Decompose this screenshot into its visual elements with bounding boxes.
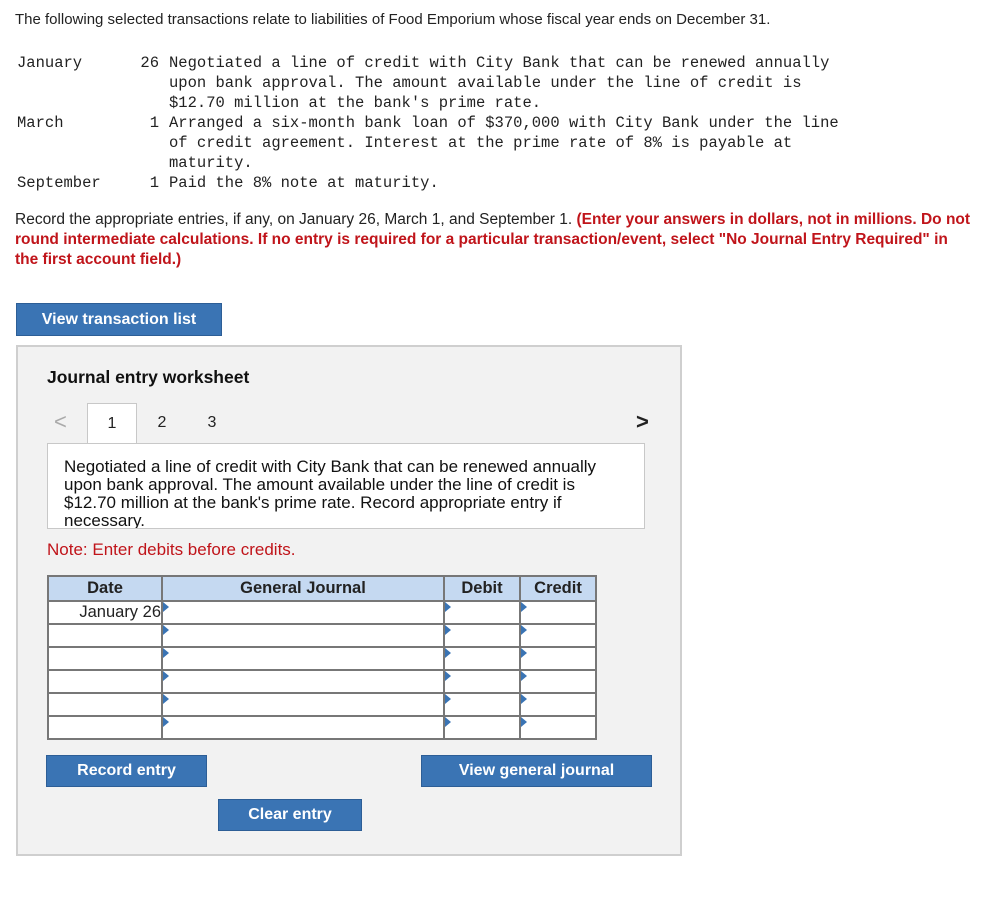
record-entry-button[interactable]: Record entry bbox=[46, 755, 207, 787]
dropdown-marker-icon bbox=[163, 648, 169, 658]
transaction-line: maturity. bbox=[169, 154, 253, 172]
account-field[interactable] bbox=[162, 670, 444, 693]
credit-field[interactable] bbox=[520, 624, 596, 647]
input-marker-icon bbox=[521, 625, 527, 635]
input-marker-icon bbox=[521, 648, 527, 658]
transaction-description bbox=[169, 173, 959, 193]
worksheet-title: Journal entry worksheet bbox=[47, 367, 250, 387]
input-marker-icon bbox=[445, 625, 451, 635]
journal-row bbox=[48, 601, 596, 624]
journal-header-row bbox=[48, 576, 596, 601]
column-date: Date bbox=[48, 576, 162, 601]
input-marker-icon bbox=[445, 671, 451, 681]
debit-field[interactable] bbox=[444, 624, 520, 647]
date-cell: January 26 bbox=[48, 601, 162, 624]
tab-1[interactable]: 1 bbox=[87, 403, 137, 443]
transaction-day: 1 bbox=[149, 174, 159, 192]
journal-table bbox=[47, 575, 597, 740]
transaction-month: January bbox=[17, 54, 83, 72]
column-debit: Debit bbox=[444, 576, 520, 601]
date-cell bbox=[48, 716, 162, 739]
debit-field[interactable] bbox=[444, 693, 520, 716]
transaction-day: 1 bbox=[149, 114, 159, 132]
dropdown-marker-icon bbox=[163, 671, 169, 681]
prev-arrow-icon[interactable]: < bbox=[54, 409, 67, 434]
debit-field[interactable] bbox=[444, 647, 520, 670]
transaction-line: Paid the 8% note at maturity. bbox=[169, 174, 439, 192]
credit-field[interactable] bbox=[520, 716, 596, 739]
intro-text: The following selected transactions relate to liabilities of Food Emporium whose fiscal year ends on December 31. bbox=[15, 11, 771, 28]
input-marker-icon bbox=[521, 671, 527, 681]
account-field[interactable] bbox=[162, 716, 444, 739]
account-field[interactable] bbox=[162, 601, 444, 624]
input-marker-icon bbox=[521, 694, 527, 704]
journal-row bbox=[48, 624, 596, 647]
tab-2[interactable]: 2 bbox=[157, 414, 167, 431]
input-marker-icon bbox=[445, 648, 451, 658]
input-marker-icon bbox=[445, 602, 451, 612]
clear-entry-button[interactable]: Clear entry bbox=[218, 799, 362, 831]
column-general-journal: General Journal bbox=[162, 576, 444, 601]
journal-row bbox=[48, 716, 596, 739]
credit-field[interactable] bbox=[520, 601, 596, 624]
transaction-list bbox=[17, 53, 959, 193]
date-cell bbox=[48, 670, 162, 693]
dropdown-marker-icon bbox=[163, 602, 169, 612]
transaction-line: $12.70 million at the bank's prime rate. bbox=[169, 94, 542, 112]
transaction-month: March bbox=[17, 114, 64, 132]
worksheet-tabs bbox=[87, 403, 237, 443]
transaction-description bbox=[169, 113, 959, 173]
dropdown-marker-icon bbox=[163, 717, 169, 727]
transaction-line: Negotiated a line of credit with City Bank that can be renewed annually bbox=[169, 54, 830, 72]
account-field[interactable] bbox=[162, 693, 444, 716]
transaction-description bbox=[169, 53, 959, 113]
transaction-line: upon bank approval. The amount available under the line of credit is bbox=[169, 74, 802, 92]
journal-row bbox=[48, 647, 596, 670]
tab-3[interactable]: 3 bbox=[207, 414, 217, 431]
transaction-row bbox=[17, 113, 959, 173]
account-field[interactable] bbox=[162, 624, 444, 647]
view-general-journal-button[interactable]: View general journal bbox=[421, 755, 652, 787]
account-field[interactable] bbox=[162, 647, 444, 670]
journal-row bbox=[48, 693, 596, 716]
transaction-month: September bbox=[17, 174, 101, 192]
transaction-line: of credit agreement. Interest at the prime rate of 8% is payable at bbox=[169, 134, 793, 152]
instructions-plain: Record the appropriate entries, if any, on January 26, March 1, and September 1. bbox=[15, 211, 577, 228]
debit-field[interactable] bbox=[444, 716, 520, 739]
input-marker-icon bbox=[521, 717, 527, 727]
date-cell bbox=[48, 624, 162, 647]
credit-field[interactable] bbox=[520, 693, 596, 716]
credit-field[interactable] bbox=[520, 670, 596, 693]
input-marker-icon bbox=[445, 717, 451, 727]
debit-field[interactable] bbox=[444, 670, 520, 693]
date-cell bbox=[48, 693, 162, 716]
debit-credit-note: Note: Enter debits before credits. bbox=[47, 540, 296, 559]
view-transaction-list-button[interactable]: View transaction list bbox=[16, 303, 222, 336]
dropdown-marker-icon bbox=[163, 694, 169, 704]
transaction-line: Arranged a six-month bank loan of $370,000 with City Bank under the line bbox=[169, 114, 839, 132]
instructions bbox=[15, 210, 975, 270]
input-marker-icon bbox=[445, 694, 451, 704]
next-arrow-icon[interactable]: > bbox=[636, 409, 649, 434]
credit-field[interactable] bbox=[520, 647, 596, 670]
input-marker-icon bbox=[521, 602, 527, 612]
transaction-row bbox=[17, 53, 959, 113]
instructions-warning: (Enter your answers in dollars, not in millions. Do not round intermediate calculations. If no entry is required for a particular transaction/event, select "No Journal Entry Required" in the first account field.) bbox=[15, 211, 971, 268]
debit-field[interactable] bbox=[444, 601, 520, 624]
date-cell bbox=[48, 647, 162, 670]
transaction-description-box: Negotiated a line of credit with City Bank that can be renewed annually upon bank approval. The amount available under the line of credit is $12.70 million at the bank's prime rate. Record appropriate entry if necessary. bbox=[47, 443, 645, 529]
column-credit: Credit bbox=[520, 576, 596, 601]
journal-row bbox=[48, 670, 596, 693]
transaction-row bbox=[17, 173, 959, 193]
dropdown-marker-icon bbox=[163, 625, 169, 635]
transaction-day: 26 bbox=[140, 54, 159, 72]
